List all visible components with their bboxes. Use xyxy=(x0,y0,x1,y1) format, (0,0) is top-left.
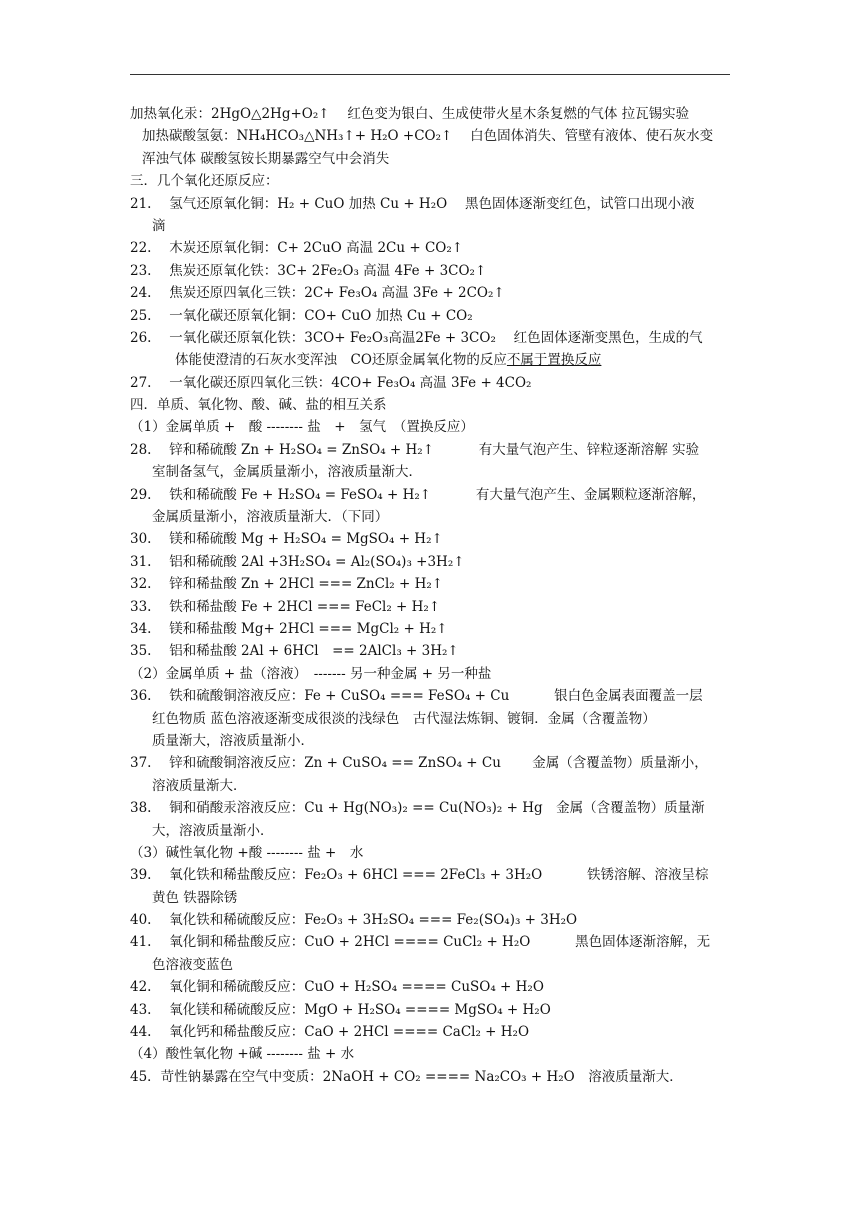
reaction-line: 21. 氢气还原氧化铜：H₂ + CuO 加热 Cu + H₂O 黑色固体逐渐变红色，试管口出现小液 xyxy=(130,195,695,212)
reaction-line: 30. 镁和稀硫酸 Mg + H₂SO₄ = MgSO₄ + H₂↑ xyxy=(130,531,443,548)
subsection-heading: （3）碱性氧化物 +酸 -------- 盐 + 水 xyxy=(130,844,364,861)
reaction-line: 37. 锌和硫酸铜溶液反应：Zn + CuSO₄ == ZnSO₄ + Cu 金属（含覆盖物）质量渐小， xyxy=(130,755,708,772)
subsection-heading: （2）金属单质 + 盐（溶液） ------- 另一种金属 + 另一种盐 xyxy=(130,665,492,682)
reaction-line: 33. 铁和稀盐酸 Fe + 2HCl === FeCl₂ + H₂↑ xyxy=(130,598,441,615)
reaction-line: 26. 一氧化碳还原氧化铁：3CO+ Fe₂O₃高温2Fe + 3CO₂ 红色固体逐渐变黑色，生成的气 xyxy=(130,329,703,346)
text-line: 色溶液变蓝色 xyxy=(152,956,233,973)
reaction-line: 43. 氧化镁和稀硫酸反应：MgO + H₂SO₄ ==== MgSO₄ + H₂O xyxy=(130,1001,551,1018)
text-line: 红色物质 蓝色溶液逐渐变成很淡的浅绿色 古代湿法炼铜、镀铜．金属（含覆盖物） xyxy=(152,710,656,727)
text-line xyxy=(130,349,730,371)
text-line: 加热碳酸氢氨：NH₄HCO₃△NH₃↑+ H₂O +CO₂↑ 白色固体消失、管壁有液体、使石灰水变 xyxy=(142,128,714,145)
section-heading: 三．几个氧化还原反应： xyxy=(130,173,279,190)
reaction-line: 25. 一氧化碳还原氧化铜：CO+ CuO 加热 Cu + CO₂ xyxy=(130,307,473,324)
text-line: 金属质量渐小，溶液质量渐大．（下同） xyxy=(152,509,389,526)
underlined-note: 不属于置换反应 xyxy=(506,352,602,369)
reaction-line: 42. 氧化铜和稀硫酸反应：CuO + H₂SO₄ ==== CuSO₄ + H₂O xyxy=(130,979,544,996)
text-line: 加热氧化汞：2HgO△2Hg+O₂↑ 红色变为银白、生成使带火星木条复燃的气体 拉瓦锡实验 xyxy=(130,106,690,122)
text-line: 质量渐大，溶液质量渐小． xyxy=(152,732,314,749)
reaction-line: 44. 氧化钙和稀盐酸反应：CaO + 2HCl ==== CaCl₂ + H₂O xyxy=(130,1024,530,1041)
reaction-line: 41. 氧化铜和稀盐酸反应：CuO + 2HCl ==== CuCl₂ + H₂O 黑色固体逐渐溶解，无 xyxy=(130,934,711,951)
reaction-line: 27. 一氧化碳还原四氧化三铁：4CO+ Fe₃O₄ 高温 3Fe + 4CO₂ xyxy=(130,374,532,391)
text-line: 大，溶液质量渐小． xyxy=(152,822,274,839)
reaction-line: 36. 铁和硫酸铜溶液反应：Fe + CuSO₄ === FeSO₄ + Cu 银白色金属表面覆盖一层 xyxy=(130,688,703,705)
header-rule xyxy=(130,74,730,75)
reaction-line: 38. 铜和硝酸汞溶液反应：Cu + Hg(NO₃)₂ == Cu(NO₃)₂ + Hg 金属（含覆盖物）质量渐 xyxy=(130,800,705,817)
reaction-line: 28. 锌和稀硫酸 Zn + H₂SO₄ = ZnSO₄ + H₂↑ 有大量气泡产生、锌粒逐渐溶解 实验 xyxy=(130,441,700,458)
document-body xyxy=(130,103,730,1088)
text-span: 体能使澄清的石灰水变浑浊 CO还原金属氧化物的反应 xyxy=(175,352,507,369)
section-heading: 四．单质、氧化物、酸、碱、盐的相互关系 xyxy=(130,397,387,414)
text-line: 黄色 铁器除锈 xyxy=(152,889,238,906)
reaction-line: 45．苛性钠暴露在空气中变质：2NaOH + CO₂ ==== Na₂CO₃ + H₂O 溶液质量渐大． xyxy=(130,1068,683,1085)
reaction-line: 34. 镁和稀盐酸 Mg+ 2HCl === MgCl₂ + H₂↑ xyxy=(130,620,448,637)
text-line: 室制备氢气，金属质量渐小，溶液质量渐大． xyxy=(152,464,422,481)
reaction-line: 31. 铝和稀硫酸 2Al +3H₂SO₄ = Al₂(SO₄)₃ +3H₂↑ xyxy=(130,553,465,570)
reaction-line: 24. 焦炭还原四氧化三铁：2C+ Fe₃O₄ 高温 3Fe + 2CO₂↑ xyxy=(130,285,505,302)
text-line: 滴 xyxy=(152,217,166,234)
reaction-line: 32. 锌和稀盐酸 Zn + 2HCl === ZnCl₂ + H₂↑ xyxy=(130,576,444,593)
reaction-line: 39. 氧化铁和稀盐酸反应：Fe₂O₃ + 6HCl === 2FeCl₃ + 3H₂O 铁锈溶解、溶液呈棕 xyxy=(130,867,709,884)
text-line: 浑浊气体 碳酸氢铵长期暴露空气中会消失 xyxy=(142,150,390,167)
subsection-heading: （1）金属单质 + 酸 -------- 盐 + 氢气 （置换反应） xyxy=(130,419,474,436)
reaction-line: 40. 氧化铁和稀硫酸反应：Fe₂O₃ + 3H₂SO₄ === Fe₂(SO₄)₃ + 3H₂O xyxy=(130,912,578,929)
subsection-heading: （4）酸性氧化物 +碱 -------- 盐 + 水 xyxy=(130,1046,355,1063)
reaction-line: 23. 焦炭还原氧化铁：3C+ 2Fe₂O₃ 高温 4Fe + 3CO₂↑ xyxy=(130,262,487,279)
reaction-line: 35. 铝和稀盐酸 2Al + 6HCl == 2AlCl₃ + 3H₂↑ xyxy=(130,643,459,660)
reaction-line: 29. 铁和稀硫酸 Fe + H₂SO₄ = FeSO₄ + H₂↑ 有大量气泡产生、金属颗粒逐渐溶解， xyxy=(130,486,706,503)
reaction-line: 22. 木炭还原氧化铜：C+ 2CuO 高温 2Cu + CO₂↑ xyxy=(130,240,464,257)
text-line: 溶液质量渐大． xyxy=(152,777,247,794)
